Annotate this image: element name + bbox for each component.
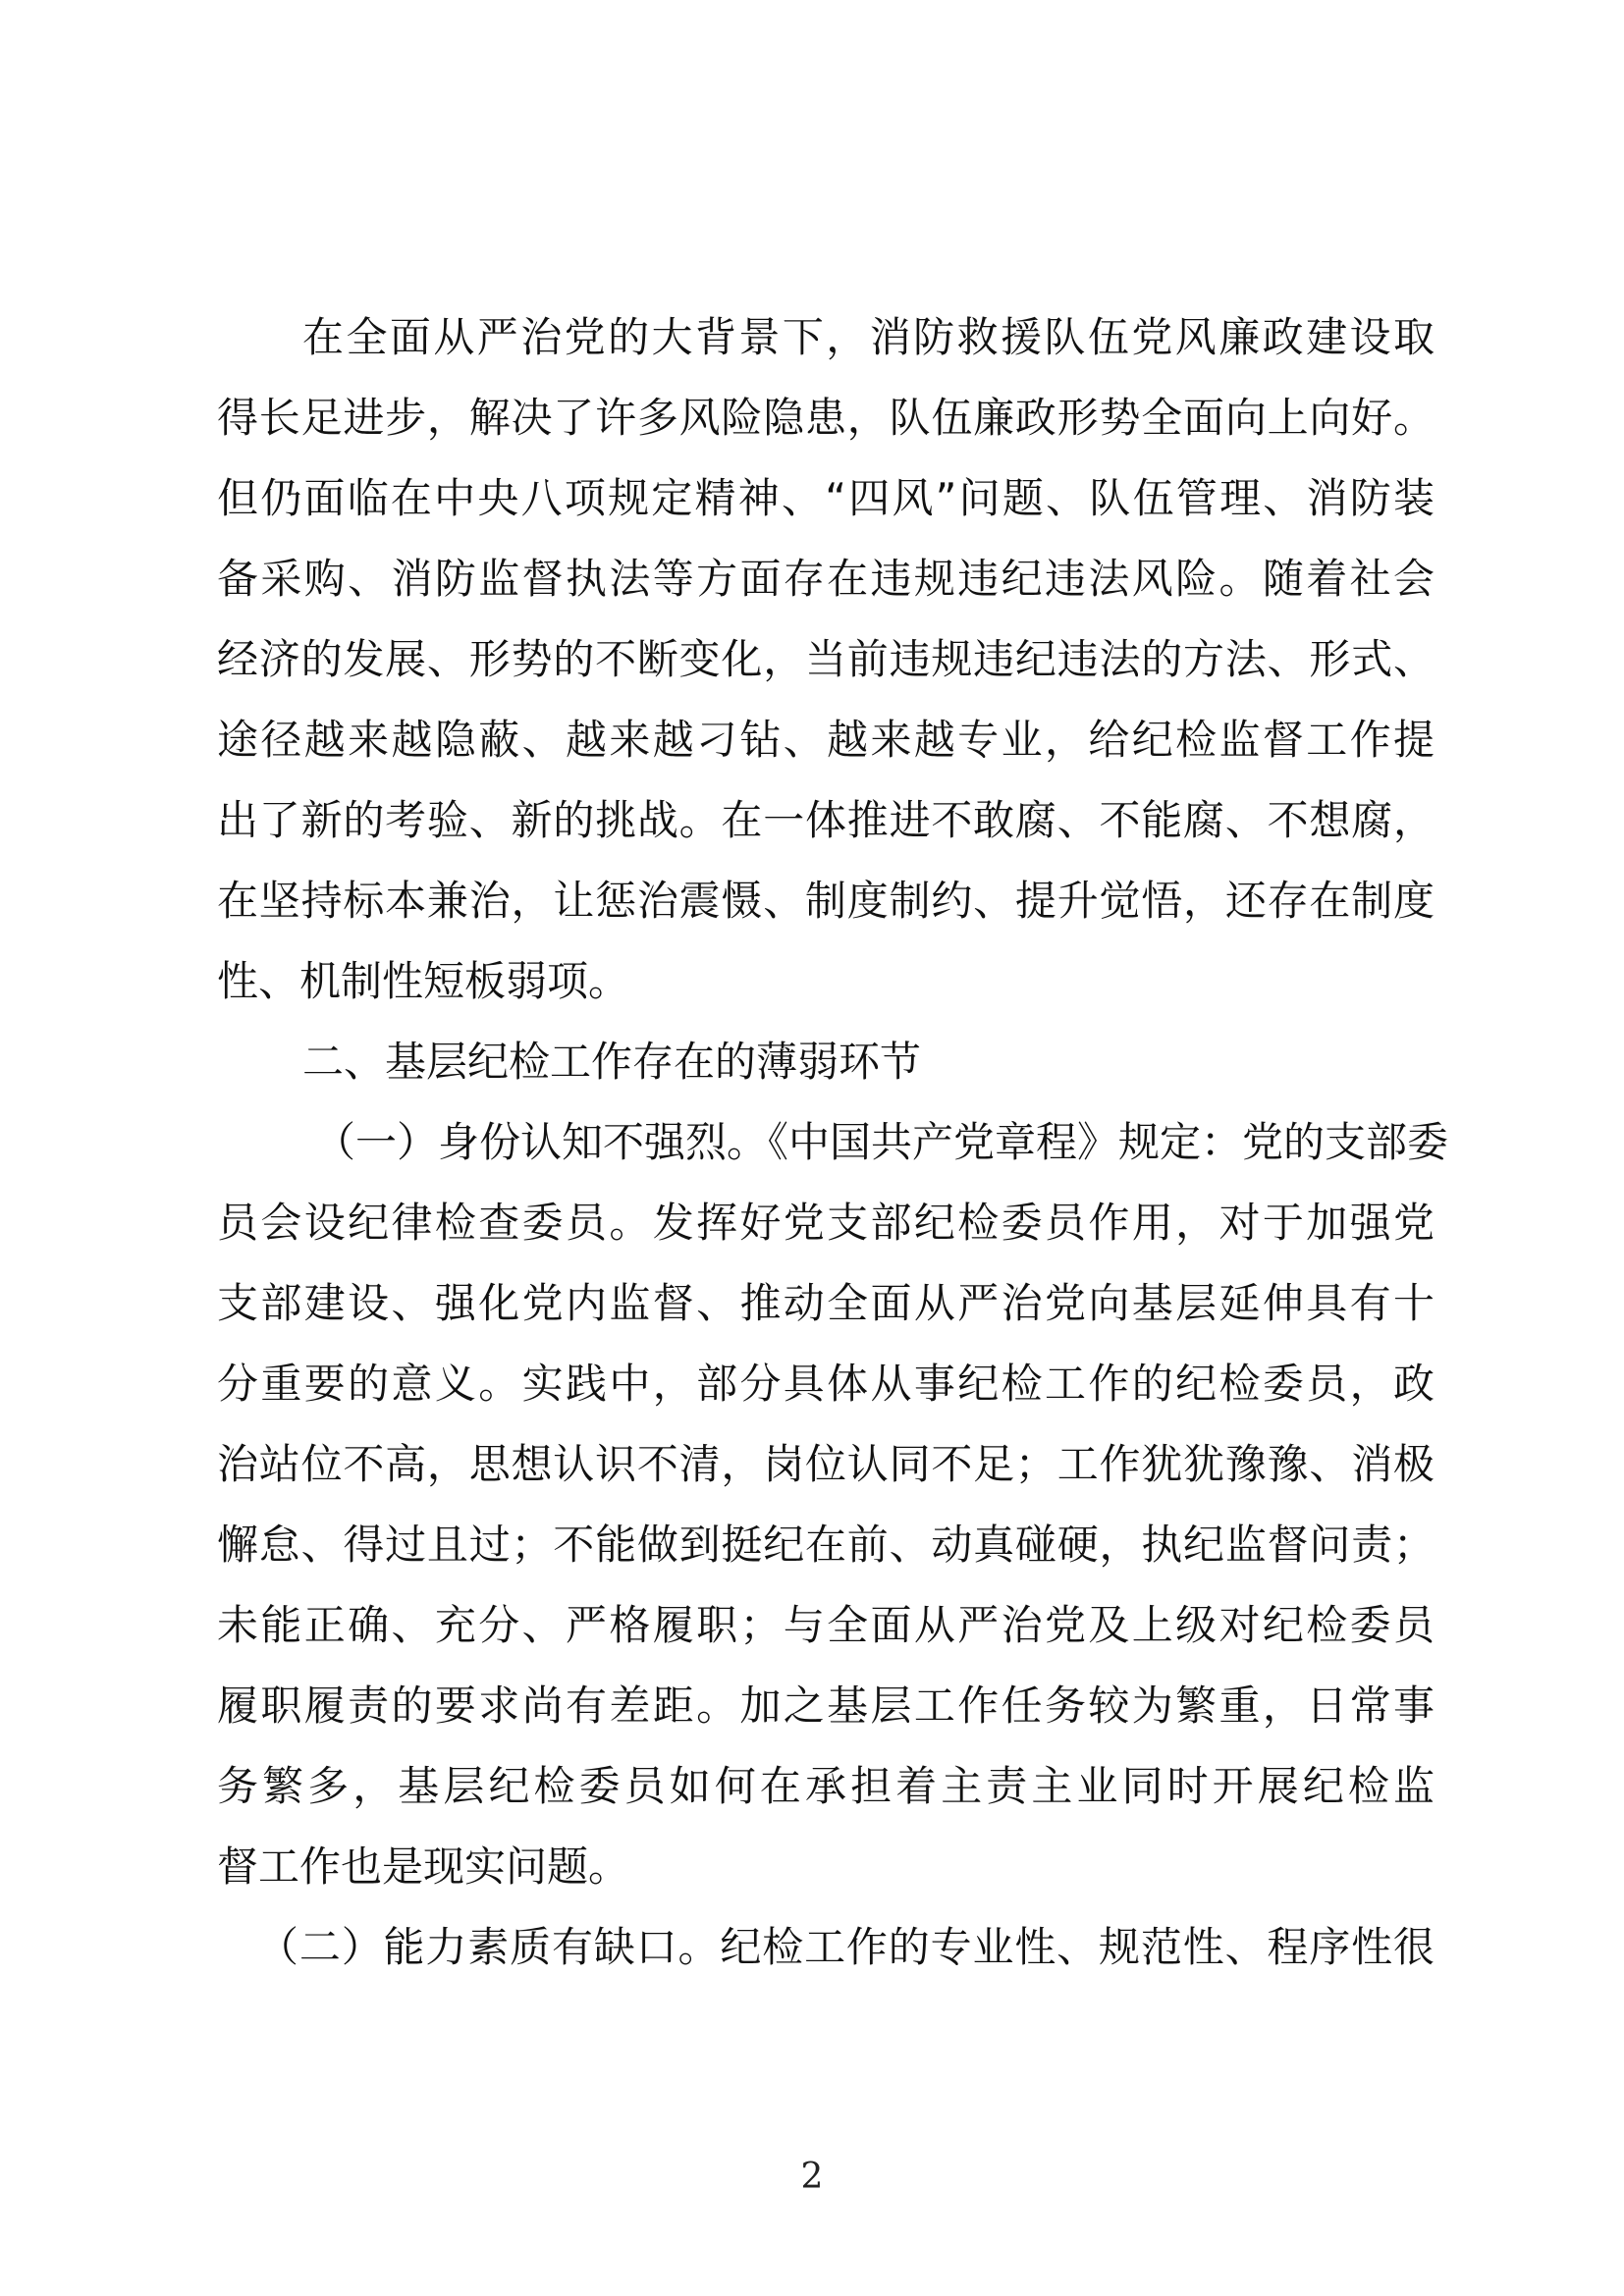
paragraph-2-line-9: 务繁多，基层纪检委员如何在承担着主责主业同时开展纪检监 <box>217 1762 1435 1810</box>
paragraph-1-line-6: 途径越来越隐蔽、越来越刁钻、越来越专业，给纪检监督工作提 <box>217 716 1435 764</box>
paragraph-1-line-3: 但仍面临在中央八项规定精神、“四风”问题、队伍管理、消防装 <box>217 474 1435 522</box>
paragraph-1-line-5: 经济的发展、形势的不断变化，当前违规违纪违法的方法、形式、 <box>217 635 1435 683</box>
paragraph-2-line-1: （一）身份认知不强烈。《中国共产党章程》规定：党的支部委 <box>314 1118 1449 1166</box>
page-number: 2 <box>800 2157 824 2197</box>
paragraph-1-line-7: 出了新的考验、新的挑战。在一体推进不敢腐、不能腐、不想腐， <box>217 796 1435 844</box>
paragraph-2-line-5: 治站位不高，思想认识不清，岗位认同不足；工作犹犹豫豫、消极 <box>217 1440 1435 1488</box>
paragraph-1-line-1: 在全面从严治党的大背景下，消防救援队伍党风廉政建设取 <box>302 313 1435 361</box>
paragraph-1-line-8: 在坚持标本兼治，让惩治震慑、制度制约、提升觉悟，还存在制度 <box>217 877 1435 925</box>
paragraph-1-line-9: 性、机制性短板弱项。 <box>217 957 630 1005</box>
paragraph-1-line-4: 备采购、消防监督执法等方面存在违规违纪违法风险。随着社会 <box>217 555 1435 603</box>
paragraph-2-line-2: 员会设纪律检查委员。发挥好党支部纪检委员作用，对于加强党 <box>217 1199 1435 1247</box>
paragraph-2-line-3: 支部建设、强化党内监督、推动全面从严治党向基层延伸具有十 <box>217 1279 1435 1327</box>
paragraph-2-line-8: 履职履责的要求尚有差距。加之基层工作任务较为繁重，日常事 <box>217 1682 1435 1730</box>
section-heading-2: 二、基层纪检工作存在的薄弱环节 <box>302 1038 922 1086</box>
paragraph-2-line-6: 懈怠、得过且过；不能做到挺纪在前、动真碰硬，执纪监督问责； <box>217 1521 1435 1569</box>
paragraph-3-line-1: （二）能力素质有缺口。纪检工作的专业性、规范性、程序性很 <box>257 1923 1435 1971</box>
paragraph-1-line-2: 得长足进步，解决了许多风险隐患，队伍廉政形势全面向上向好。 <box>217 394 1435 442</box>
paragraph-2-line-10: 督工作也是现实问题。 <box>217 1842 630 1891</box>
paragraph-2-line-4: 分重要的意义。实践中，部分具体从事纪检工作的纪检委员，政 <box>217 1360 1435 1408</box>
paragraph-2-line-7: 未能正确、充分、严格履职；与全面从严治党及上级对纪检委员 <box>217 1601 1435 1649</box>
